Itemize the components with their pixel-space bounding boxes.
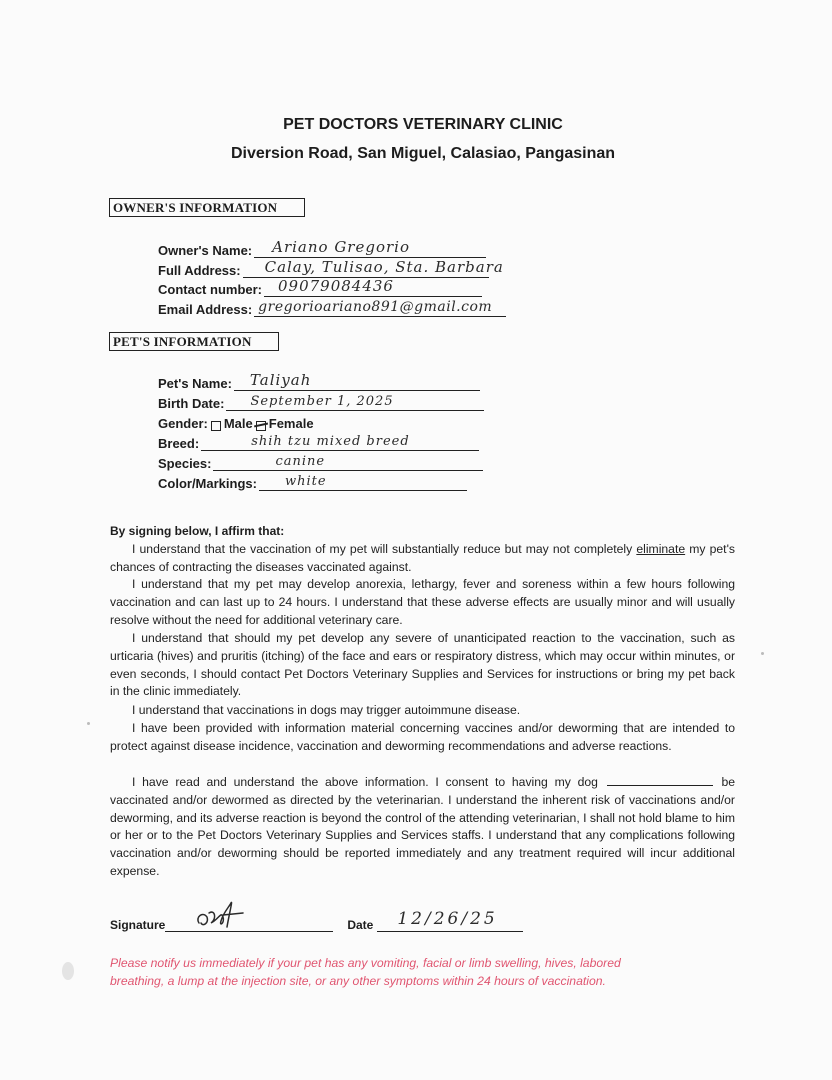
owner-name-field[interactable] xyxy=(158,238,486,258)
affirmation-paragraph-6 xyxy=(110,774,735,881)
email-address-field[interactable] xyxy=(158,297,506,317)
signed-date-value: 12/26/25 xyxy=(397,909,498,929)
clinic-name: PET DOCTORS VETERINARY CLINIC xyxy=(283,116,563,133)
signature-field[interactable] xyxy=(165,911,333,932)
owner-name-value: Ariano Gregorio xyxy=(272,238,410,256)
email-address-label: Email Address: xyxy=(158,302,253,317)
pet-name-field[interactable] xyxy=(158,371,480,391)
p6-text-start: I have read and understand the above information. I consent to having my dog xyxy=(132,775,598,789)
contact-number-value: 09079084436 xyxy=(278,277,394,295)
affirmation-paragraph-2: I understand that my pet may develop anorexia, lethargy, fever and soreness within a few hours following vaccination and can last up to 24 hours. I understand that these adverse effects are usually minor and will usually resolve without the need for additional veterinary care. xyxy=(110,577,735,627)
p6-text-end: be vaccinated and/or dewormed as directed by the veterinarian. I understand the inherent risk of vaccinations and/or deworming, and its adverse reaction is beyond the control of the attending veterinarian, I shall not hold blame to him or her or to the Pet Doctors Veterinary Supplies and Services staffs. I understand that any complications following vaccination and/or deworming should be reported immediately and any treatment required will incur additional expense. xyxy=(110,775,736,878)
handwritten-signature xyxy=(193,899,253,933)
full-address-field[interactable] xyxy=(158,258,504,278)
contact-number-label: Contact number: xyxy=(158,282,262,297)
birth-date-value: September 1, 2025 xyxy=(250,394,394,409)
species-label: Species: xyxy=(158,456,212,471)
email-address-value: gregorioariano891@gmail.com xyxy=(258,299,493,315)
pet-name-value: Taliyah xyxy=(249,371,312,389)
breed-field[interactable] xyxy=(158,431,479,451)
contact-number-field[interactable] xyxy=(158,277,482,297)
scan-speck xyxy=(87,722,90,725)
affirmation-paragraph-4: I understand that vaccinations in dogs may trigger autoimmune disease. xyxy=(132,703,521,717)
full-address-value: Calay, Tulisao, Sta. Barbara xyxy=(264,258,504,276)
female-checkbox[interactable] xyxy=(256,421,266,431)
species-value: canine xyxy=(275,454,326,469)
date-label: Date xyxy=(347,918,374,932)
color-markings-label: Color/Markings: xyxy=(158,476,257,491)
scan-speck xyxy=(62,962,74,980)
male-checkbox[interactable] xyxy=(211,421,221,431)
owner-section-heading: OWNER'S INFORMATION xyxy=(109,198,305,217)
female-option-label: Female xyxy=(268,416,314,431)
pet-name-label: Pet's Name: xyxy=(158,376,232,391)
full-address-label: Full Address: xyxy=(158,263,241,278)
affirmation-title: By signing below, I affirm that: xyxy=(110,524,285,538)
affirmation-paragraph-1 xyxy=(110,541,735,577)
male-option-label: Male xyxy=(223,416,253,431)
breed-value: shih tzu mixed breed xyxy=(251,434,410,449)
p1-underlined-word: eliminate xyxy=(636,542,686,556)
color-markings-field[interactable] xyxy=(158,471,467,491)
p1-text-end: my pet's chances of contracting the diseases vaccinated against. xyxy=(110,542,735,574)
signature-row xyxy=(110,908,523,932)
birth-date-field[interactable] xyxy=(158,391,484,411)
affirmation-paragraph-3: I understand that should my pet develop any severe of unanticipated reaction to the vaccination, such as urticaria (hives) and pruritis (itching) of the face and ears or respiratory distress, which may occur within minutes, or even seconds, I should contact Pet Doctors Veterinary Supplies and Services for instructions or bring my pet back in the clinic immediately. xyxy=(110,631,735,699)
breed-label: Breed: xyxy=(158,436,200,451)
gender-label: Gender: xyxy=(158,416,208,431)
owner-name-label: Owner's Name: xyxy=(158,243,253,258)
dog-name-blank[interactable] xyxy=(607,775,713,786)
signature-label: Signature xyxy=(110,918,166,932)
birth-date-label: Birth Date: xyxy=(158,396,225,411)
species-field[interactable] xyxy=(158,451,483,471)
p1-text-start: I understand that the vaccination of my pet will substantially reduce but may not completely xyxy=(132,542,637,556)
post-vaccination-notice: Please notify us immediately if your pet has any vomiting, facial or limb swelling, hives, labored breathing, a lump at the injection site, or any other symptoms within 24 hours of vaccination. xyxy=(110,956,621,988)
affirmation-paragraph-5: I have been provided with information material concerning vaccines and/or deworming that are intended to protect against disease incidence, vaccination and deworming recommendations and adverse reactions. xyxy=(110,721,735,753)
pet-section-heading: PET'S INFORMATION xyxy=(109,332,279,351)
color-markings-value: white xyxy=(284,474,327,489)
scan-speck xyxy=(761,652,764,655)
gender-field xyxy=(158,411,314,431)
clinic-address: Diversion Road, San Miguel, Calasiao, Pangasinan xyxy=(230,145,616,162)
date-field[interactable] xyxy=(377,911,523,932)
